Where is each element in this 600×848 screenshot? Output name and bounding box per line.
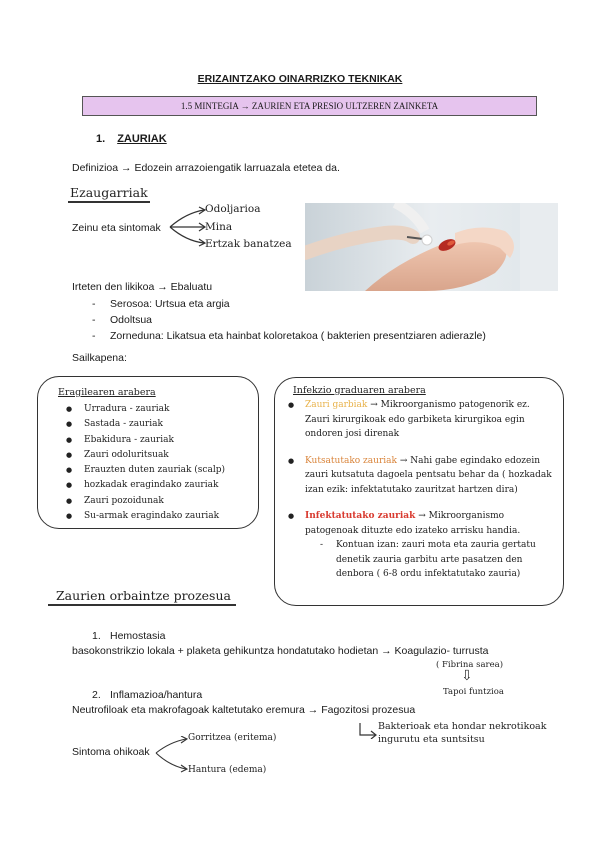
arrow: → [399,455,408,466]
phase-inflamazioa [92,689,202,701]
down-arrow-icon: ⇩ [461,668,473,684]
symptom-ertzak: Ertzak banatzea [205,238,292,250]
infection-classification-box [274,377,564,606]
list-item: ● Urradura - zauriak [62,402,225,417]
classification-label: Sailkapena: [72,352,127,364]
infected-text: Mikroorganismo patogenoak dituzte edo izateko arrisku handia. [305,511,521,536]
list-item: ● Zauri odoluritsuak [62,448,225,463]
list-item: ● hozkadak eragindako zauriak [62,478,225,493]
list-item: ● Ebakidura - zauriak [62,433,225,448]
exudate-dash: - [92,314,96,326]
arrow: → [370,400,378,410]
bent-arrow-icon [357,723,379,739]
exudate-dash: - [92,298,96,310]
exudate-text: Zorneduna: Likatsua eta hainbat koloretakoa ( bakterien presentziaren adierazle) [110,330,486,342]
agent-box-title: Eragilearen arabera [58,387,156,398]
agent-classification-box [37,376,259,529]
list-item: ● Zauri pozoidunak [62,494,225,509]
symptom-arrows [168,205,208,247]
exudate-dash: - [92,330,96,342]
sintoma-gorritzea: Gorritzea (eritema) [188,733,277,743]
arrow: → [418,511,426,521]
exudate-text: Odoltsua [110,314,153,326]
healing-underline [48,604,236,606]
section-heading [96,133,167,145]
phase-number: 1. [92,630,101,642]
infected-subnote: - Kontuan izan: zauri mota eta zauria gertatu denetik zauria garbitu arte pasatzen den denbora ( 6-8 ordu infektatutako zauria) [283,538,555,582]
fibrina-note: ( Fibrina sarea) [436,660,504,670]
infection-item-contaminated [283,454,555,498]
term-infected: Infektatutako zauriak [305,511,416,521]
agent-list [62,402,225,524]
sintomak-label: Zeinu eta sintomak [72,222,161,234]
ezaugarriak-title: Ezaugarriak [70,185,148,200]
inflamazioa-text: Neutrofiloak eta makrofagoak kaltetutako eremura → Fagozitosi prozesua [72,704,416,716]
infection-list [283,398,555,582]
section-title: ZAURIAK [117,133,167,145]
exudate-heading: Irteten den likikoa → Ebaluatu [72,281,213,293]
list-item: ● Erauzten duten zauriak (scalp) [62,463,225,478]
sintoma-hantura: Hantura (edema) [188,765,267,775]
infection-box-title: Infekzio graduaren arabera [293,385,426,396]
sintoma-arrows [154,736,190,774]
definition-line: Definizioa → Edozein arrazoiengatik larruazala etetea da. [72,162,340,174]
exudate-item [92,298,230,310]
healing-title: Zaurien orbaintze prozesua [56,588,231,603]
clean-text: Mikroorganismo patogenorik ez. Zauri kirurgikoak edo garbiketa kirurgikoa egin ondoren josi direnak [305,400,530,439]
exudate-text: Serosoa: Urtsua eta argia [110,298,230,310]
phase-name: Inflamazioa/hantura [110,689,203,701]
tapoi-note: Tapoi funtzioa [443,687,504,697]
exudate-item [92,314,152,326]
contaminated-text: Nahi gabe egindako edozein zauri kutsatuta dagoela pentsatu behar da ( hozkadak izan ezik: infektatutako zauritzat hartzen dira) [305,455,552,495]
ezaugarriak-underline [68,201,150,203]
exudate-item [92,330,486,342]
list-item: ● Su-armak eragindako zauriak [62,509,225,524]
term-contaminated: Kutsatutako zauriak [305,455,397,466]
term-clean: Zauri garbiak [305,400,368,410]
bakterioak-note: Bakterioak eta hondar nekrotikoak ingurutu eta suntsitsu [378,721,547,745]
list-item: ● Sastada - zauriak [62,417,225,432]
symptom-odoljarioa: Odoljarioa [205,203,261,215]
sintoma-label: Sintoma ohikoak [72,746,150,758]
infection-item-infected [283,509,555,538]
section-number: 1. [96,133,106,145]
phase-name: Hemostasia [110,630,166,642]
symptom-mina: Mina [205,221,233,233]
phase-number: 2. [92,689,101,701]
hemostasia-text: basokonstrikzio lokala + plaketa gehikuntza hondatutako hodietan → Koagulazio- turrusta [72,645,489,657]
wound-care-photo [305,203,558,291]
infection-item-clean [283,398,555,442]
topic-banner: 1.5 MINTEGIA → ZAURIEN ETA PRESIO ULTZEREN ZAINKETA [82,96,537,116]
phase-hemostasia [92,630,165,642]
document-title: ERIZAINTZAKO OINARRIZKO TEKNIKAK [197,73,403,85]
